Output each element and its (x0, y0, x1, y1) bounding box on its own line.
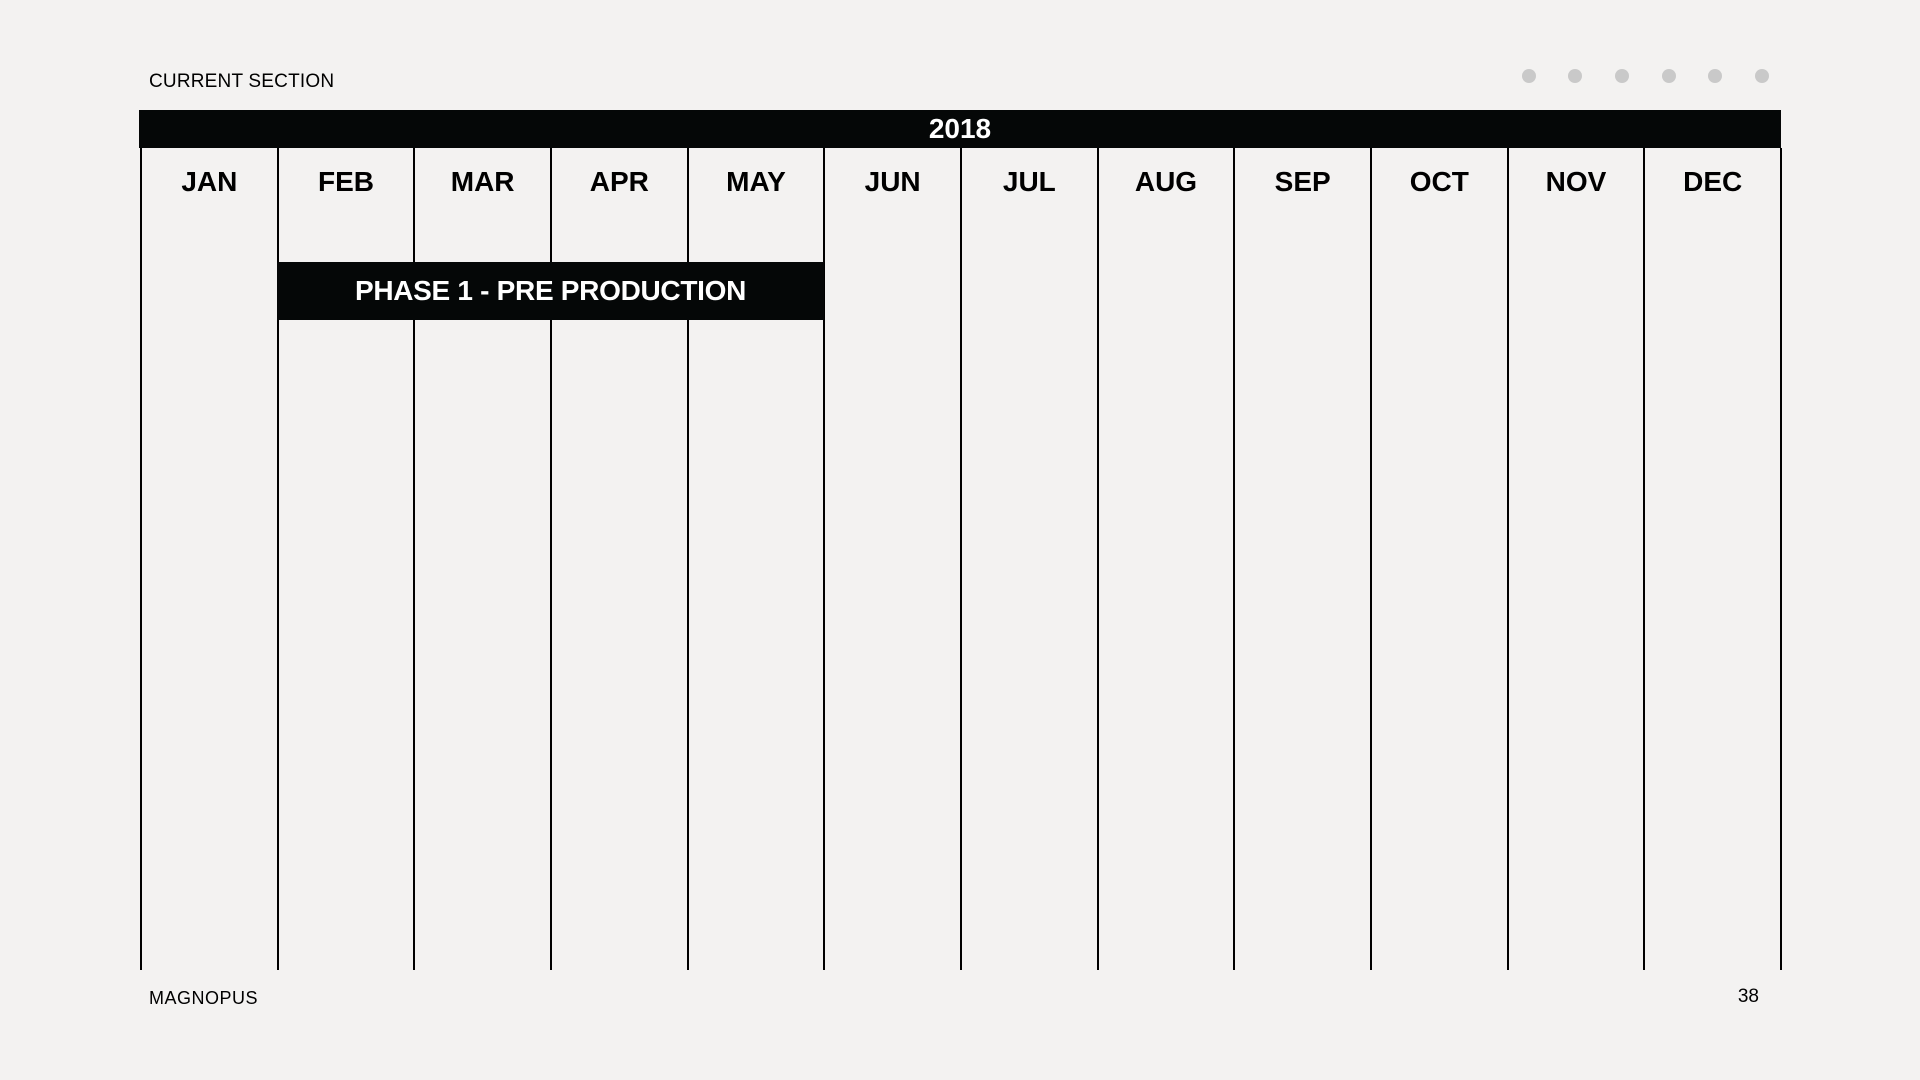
month-label-sep: SEP (1274, 166, 1331, 197)
month-label-jul: JUL (1002, 166, 1056, 197)
month-label-mar: MAR (450, 166, 515, 197)
month-divider-line (1233, 148, 1235, 970)
page-number: 38 (1737, 986, 1759, 1007)
month-divider-line (1507, 148, 1509, 970)
month-label-feb: FEB (317, 166, 374, 197)
year-header: 2018 (139, 110, 1781, 148)
phase-bar: PHASE 1 - PRE PRODUCTION (277, 262, 824, 320)
month-divider-line (1643, 148, 1645, 970)
month-label-jun: JUN (864, 166, 921, 197)
month-divider-line (1097, 148, 1099, 970)
footer-brand: MAGNOPUS (149, 988, 259, 1008)
month-divider-line (960, 148, 962, 970)
month-label-nov: NOV (1545, 166, 1607, 197)
month-label-may: MAY (726, 166, 786, 197)
month-label-jan: JAN (181, 166, 238, 197)
month-divider-line (1370, 148, 1372, 970)
month-divider-line (140, 148, 142, 970)
month-label-dec: DEC (1683, 166, 1743, 197)
month-label-apr: APR (589, 166, 649, 197)
month-label-aug: AUG (1134, 166, 1198, 197)
month-divider-line (1780, 148, 1782, 970)
month-label-oct: OCT (1409, 166, 1469, 197)
section-label: CURRENT SECTION (149, 71, 335, 92)
